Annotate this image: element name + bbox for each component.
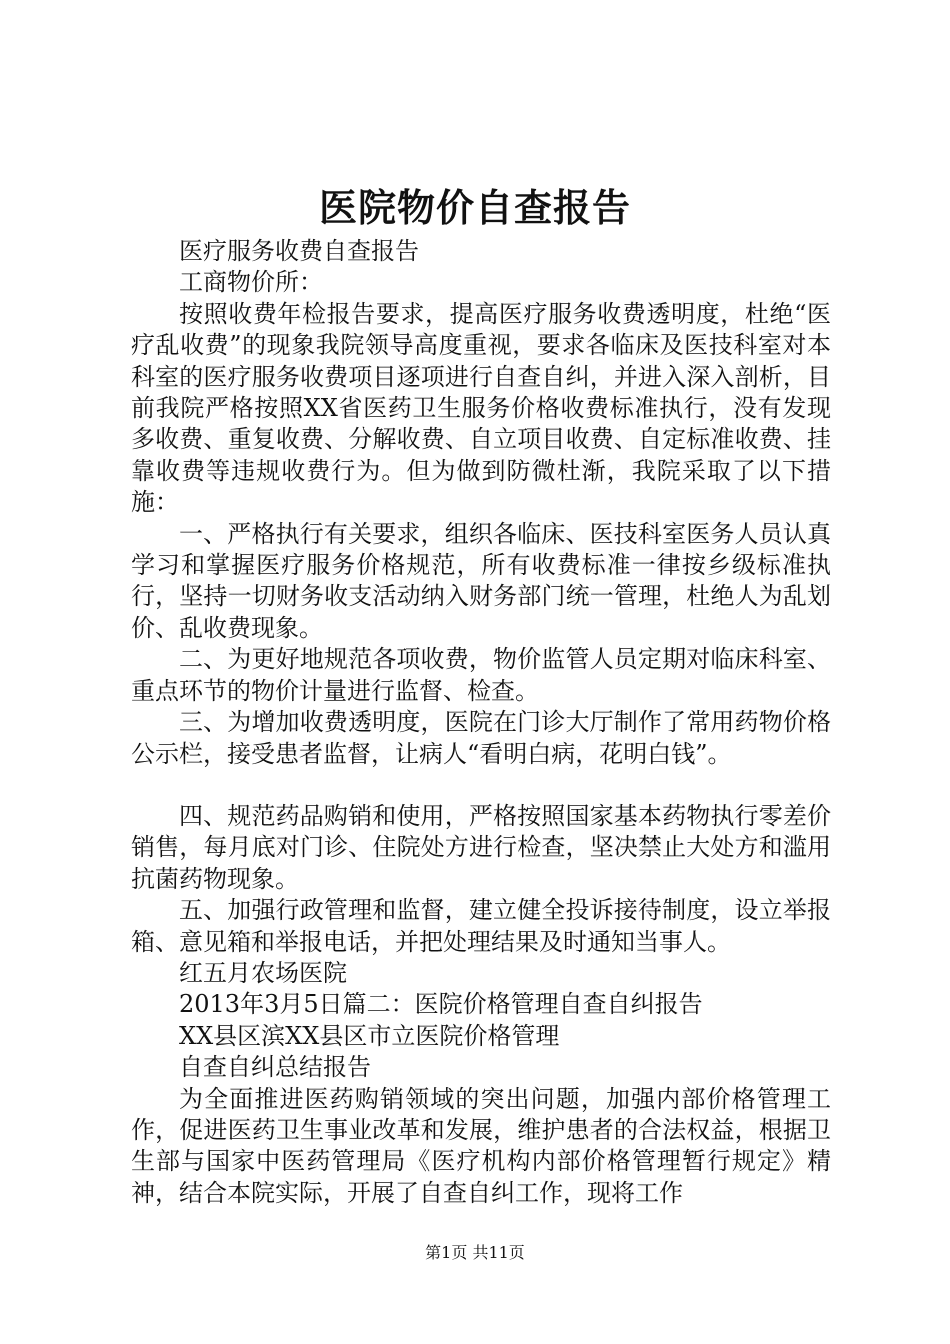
salutation-paragraph: 工商物价所： (179, 268, 323, 297)
measure-paragraph-5: 五、加强行政管理和监督，建立健全投诉接待制度，设立举报箱、意见箱和举报电话，并把处理结果及时通知当事人。 (131, 896, 831, 956)
section-title-line-1: XX县区滨XX县区市立医院价格管理 (179, 1021, 560, 1050)
subtitle-paragraph: 医疗服务收费自查报告 (179, 237, 419, 265)
measure-paragraph-1: 一、严格执行有关要求，组织各临床、医技科室医务人员认真学习和掌握医疗服务价格规范，所有收费标准一律按乡级标准执行，坚持一切财务收支活动纳入财务部门统一管理，杜绝人为乱划价、乱收费现象。 (131, 519, 831, 642)
measure-paragraph-2: 二、为更好地规范各项收费，物价监管人员定期对临床科室、重点环节的物价计量进行监督、检查。 (131, 645, 831, 705)
document-title: 医院物价自查报告 (318, 185, 631, 230)
measure-paragraph-3: 三、为增加收费透明度，医院在门诊大厅制作了常用药物价格公示栏，接受患者监督，让病人“看明白病，花明白钱”。 (131, 708, 831, 768)
page-footer: 第1页 共11页 (425, 1243, 525, 1262)
intro-paragraph: 按照收费年检报告要求，提高医疗服务收费透明度，杜绝“医疗乱收费”的现象我院领导高度重视，要求各临床及医技科室对本科室的医疗服务收费项目逐项进行自查自纠，并进入深入剖析，目前我院严格按照XX省医药卫生服务价格收费标准执行，没有发现多收费、重复收费、分解收费、自立项目收费、自定标准收费、挂靠收费等违规收费行为。但为做到防微杜渐，我院采取了以下措施： (131, 299, 831, 517)
section-title-line-2: 自查自纠总结报告 (179, 1053, 371, 1082)
date-and-section-heading: 2013年3月5日篇二：医院价格管理自查自纠报告 (179, 990, 703, 1019)
section-intro-paragraph: 为全面推进医药购销领域的突出问题，加强内部价格管理工作，促进医药卫生事业改革和发展，维护患者的合法权益，根据卫生部与国家中医药管理局《医疗机构内部价格管理暂行规定》精神，结合本院实际，开展了自查自纠工作，现将工作 (131, 1084, 831, 1207)
paragraph-gap (131, 770, 831, 801)
document-body (131, 236, 831, 1209)
measure-paragraph-4: 四、规范药品购销和使用，严格按照国家基本药物执行零差价销售，每月底对门诊、住院处方进行检查，坚决禁止大处方和滥用抗菌药物现象。 (131, 801, 831, 893)
signature-organization: 红五月农场医院 (179, 958, 347, 987)
